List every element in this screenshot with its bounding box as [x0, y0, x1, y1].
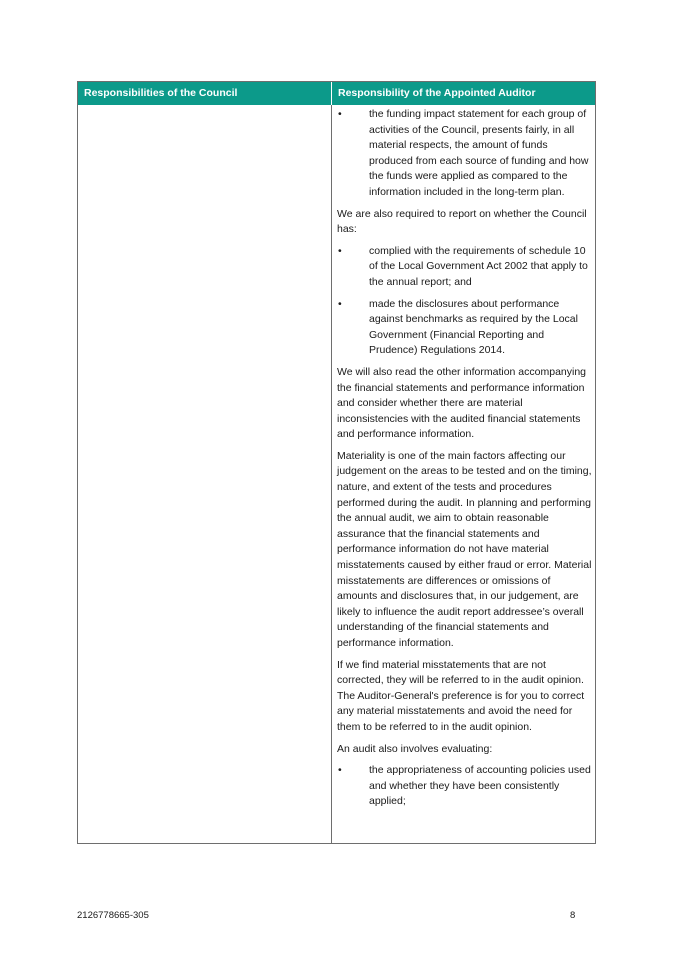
paragraph: We will also read the other information accompanying the financial statements and performance information and consider whether there are material inconsistencies with the audited financial statements and performance information.: [337, 365, 587, 441]
bullet-icon: •: [338, 108, 342, 120]
bullet-icon: •: [338, 297, 342, 310]
paragraph: Materiality is one of the main factors affecting our judgement on the areas to be tested and on the timing, nature, and extent of the tests and procedures performed during the audit. In planning and performing the annual audit, we aim to obtain reasonable assurance that the financial statements and performance information do not have material misstatements caused by either fraud or error. Material misstatements are differences or omissions of amounts and disclosures that, in our judgement, are likely to influence the audit report addressee’s overall understanding of the financial statements and performance information.: [337, 449, 592, 649]
bullet-text: made the disclosures about performance against benchmarks as required by the Local Government (Financial Reporting and Prudence) Regulations 2014.: [369, 297, 578, 357]
paragraph: If we find material misstatements that are not corrected, they will be referred to in the audit opinion. The Auditor-General's preference is for you to correct any material misstatements and avoid the need for them to be referred to in the audit opinion.: [337, 658, 585, 733]
list-item: [337, 763, 592, 810]
document-id: 2126778665-305: [77, 910, 149, 921]
header-auditor: Responsibility of the Appointed Auditor: [338, 87, 536, 99]
list-item: [337, 107, 592, 201]
responsibilities-table: [77, 81, 596, 844]
list-item: [337, 297, 592, 359]
header-council: Responsibilities of the Council: [78, 82, 332, 105]
paragraph: An audit also involves evaluating:: [337, 742, 493, 755]
bullet-text: the funding impact statement for each group of activities of the Council, presents fairly, in all material respects, the amount of funds produced from each source of funding and how the funds were applied as compared to the information included in the long-term plan.: [369, 108, 589, 198]
paragraph: We are also required to report on whether the Council has:: [337, 207, 587, 236]
auditor-cell: [337, 107, 592, 816]
bullet-icon: •: [338, 764, 342, 777]
bullet-text: complied with the requirements of schedule 10 of the Local Government Act 2002 that apply to the annual report; and: [369, 244, 588, 288]
bullet-text: the appropriateness of accounting policies used and whether they have been consistently applied;: [369, 764, 591, 808]
list-item: [337, 244, 592, 291]
page-number: 8: [570, 910, 576, 921]
bullet-icon: •: [338, 244, 342, 257]
table-header: [78, 82, 595, 105]
column-divider: [331, 105, 332, 843]
